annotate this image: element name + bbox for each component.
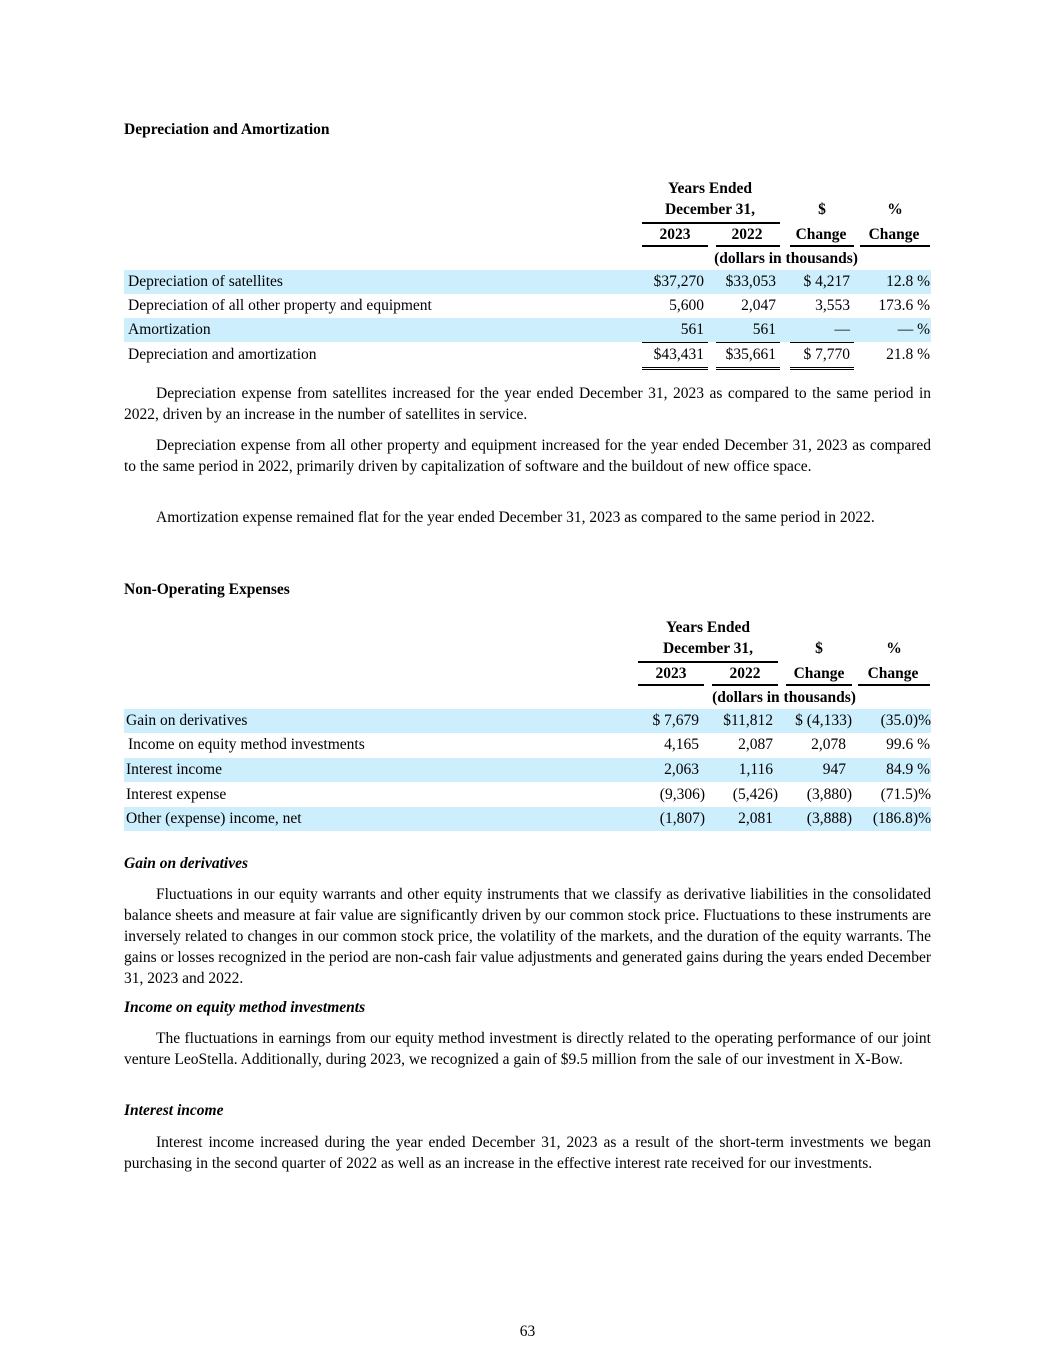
cell-percent-change: 84.9 % <box>886 761 930 778</box>
cell-2023: 4,165 <box>664 736 699 753</box>
header-underline <box>638 684 704 686</box>
cell-dollar-change: 2,078 <box>811 736 846 753</box>
cell-2023: (1,807) <box>659 810 705 827</box>
total-double-line <box>716 367 780 370</box>
cell-2022: 2,087 <box>738 736 773 753</box>
header-december: December 31, <box>662 640 754 657</box>
cell-dollar-change: $ (4,133) <box>795 712 852 729</box>
cell-dollar-change: $ 4,217 <box>803 273 850 290</box>
cell-2023: $37,270 <box>653 273 704 290</box>
row-label: Interest income <box>126 761 222 778</box>
header-underline <box>642 245 708 247</box>
row-label: Depreciation of satellites <box>128 273 283 290</box>
row-label: Gain on derivatives <box>126 712 248 729</box>
header-2022: 2022 <box>731 226 763 243</box>
paragraph: Depreciation expense from all other property and equipment increased for the year ended December 31, 2023 as compared to the same period in 2022, primarily driven by capitalization of software and the buildout of new office space. <box>124 437 931 475</box>
subheading-gain-on-derivatives: Gain on derivatives <box>124 855 248 872</box>
table-row-total <box>124 343 931 367</box>
total-double-line <box>642 367 708 370</box>
paragraph: The fluctuations in earnings from our equity method investment is directly related to the operating performance of our joint venture LeoStella. Additionally, during 2023, we recognized a gain of $9.5 million from the sale of our investment in X-Bow. <box>124 1030 931 1068</box>
header-percent-symbol: % <box>886 640 902 657</box>
table-row <box>124 733 931 757</box>
cell-dollar-change: (3,888) <box>806 810 852 827</box>
header-years-ended: Years Ended <box>666 619 750 636</box>
cell-percent-change: 99.6 % <box>886 736 930 753</box>
cell-percent-change: 12.8 % <box>886 273 930 290</box>
section-heading-depreciation: Depreciation and Amortization <box>124 121 330 138</box>
row-label: Amortization <box>128 321 211 338</box>
cell-dollar-change: — <box>834 321 850 338</box>
cell-2022: $11,812 <box>723 712 773 729</box>
table-row <box>124 318 931 342</box>
header-underline <box>860 245 930 247</box>
subheading-interest-income: Interest income <box>124 1102 224 1119</box>
row-label: Interest expense <box>126 786 227 803</box>
paragraph: Interest income increased during the year ended December 31, 2023 as a result of the short-term investments we began purchasing in the second quarter of 2022 as well as an increase in the effective interest rate received for our investments. <box>124 1134 931 1172</box>
header-dollar-change: Change <box>793 665 845 682</box>
subheading-equity-method: Income on equity method investments <box>124 999 366 1016</box>
cell-percent-change: (35.0)% <box>880 712 931 729</box>
row-label: Depreciation of all other property and equipment <box>128 297 432 314</box>
header-percent-symbol: % <box>887 201 903 218</box>
cell-2022: 2,047 <box>741 297 776 314</box>
header-december: December 31, <box>664 201 756 218</box>
table-row <box>124 807 931 831</box>
cell-2022: 1,116 <box>738 761 773 778</box>
cell-2022: $33,053 <box>725 273 776 290</box>
header-percent-change: Change <box>868 226 920 243</box>
paragraph: Fluctuations in our equity warrants and other equity instruments that we classify as derivative liabilities in the consolidated balance sheets and measure at fair value are significantly driven by our common stock price. Fluctuations to these instruments are inversely related to changes in our common stock price, the volatility of the markets, and the duration of the equity warrants. The gains or losses recognized in the period are non-cash fair value adjustments and generated gains during the years ended December 31, 2023 and 2022. <box>124 886 931 987</box>
cell-percent-change: (71.5)% <box>880 786 931 803</box>
row-label: Income on equity method investments <box>128 736 365 753</box>
cell-dollar-change: (3,880) <box>806 786 852 803</box>
header-underline <box>786 684 852 686</box>
cell-2023: 2,063 <box>664 761 699 778</box>
cell-dollar-change: $ 7,770 <box>803 346 850 363</box>
page-number: 63 <box>519 1323 536 1340</box>
cell-2022: 2,081 <box>738 810 773 827</box>
paragraph: Amortization expense remained flat for the year ended December 31, 2023 as compared to the same period in 2022. <box>156 509 875 526</box>
cell-2023: (9,306) <box>659 786 705 803</box>
total-double-line <box>790 367 854 370</box>
cell-percent-change: 173.6 % <box>878 297 930 314</box>
table-row <box>124 294 931 318</box>
cell-2022: $35,661 <box>725 346 776 363</box>
table-row <box>124 758 931 782</box>
header-dollar-symbol: $ <box>815 640 823 657</box>
row-label: Depreciation and amortization <box>128 346 317 363</box>
cell-percent-change: 21.8 % <box>886 346 930 363</box>
cell-dollar-change: 947 <box>822 761 846 778</box>
header-years-ended: Years Ended <box>668 180 752 197</box>
cell-2022: (5,426) <box>732 786 778 803</box>
header-2023: 2023 <box>655 665 687 682</box>
table-row <box>124 270 931 294</box>
header-underline <box>712 684 778 686</box>
header-units: (dollars in thousands) <box>712 689 856 706</box>
cell-2022: 561 <box>752 321 776 338</box>
cell-dollar-change: 3,553 <box>815 297 850 314</box>
cell-percent-change: (186.8)% <box>872 810 931 827</box>
cell-2023: $43,431 <box>653 346 704 363</box>
header-underline <box>858 684 930 686</box>
table-row <box>124 709 931 733</box>
header-underline <box>790 245 854 247</box>
header-dollar-change: Change <box>795 226 847 243</box>
section-heading-non-operating: Non-Operating Expenses <box>124 581 290 598</box>
header-dollar-symbol: $ <box>818 201 826 218</box>
header-underline <box>716 245 780 247</box>
header-percent-change: Change <box>867 665 919 682</box>
header-2022: 2022 <box>729 665 761 682</box>
header-units: (dollars in thousands) <box>714 250 858 267</box>
table-row <box>124 783 931 807</box>
cell-2023: 5,600 <box>669 297 704 314</box>
cell-percent-change: — % <box>897 321 930 338</box>
paragraph: Depreciation expense from satellites increased for the year ended December 31, 2023 as compared to the same period in 2022, driven by an increase in the number of satellites in service. <box>124 385 931 423</box>
row-label: Other (expense) income, net <box>126 810 302 827</box>
cell-2023: $ 7,679 <box>652 712 699 729</box>
cell-2023: 561 <box>680 321 704 338</box>
header-2023: 2023 <box>659 226 691 243</box>
